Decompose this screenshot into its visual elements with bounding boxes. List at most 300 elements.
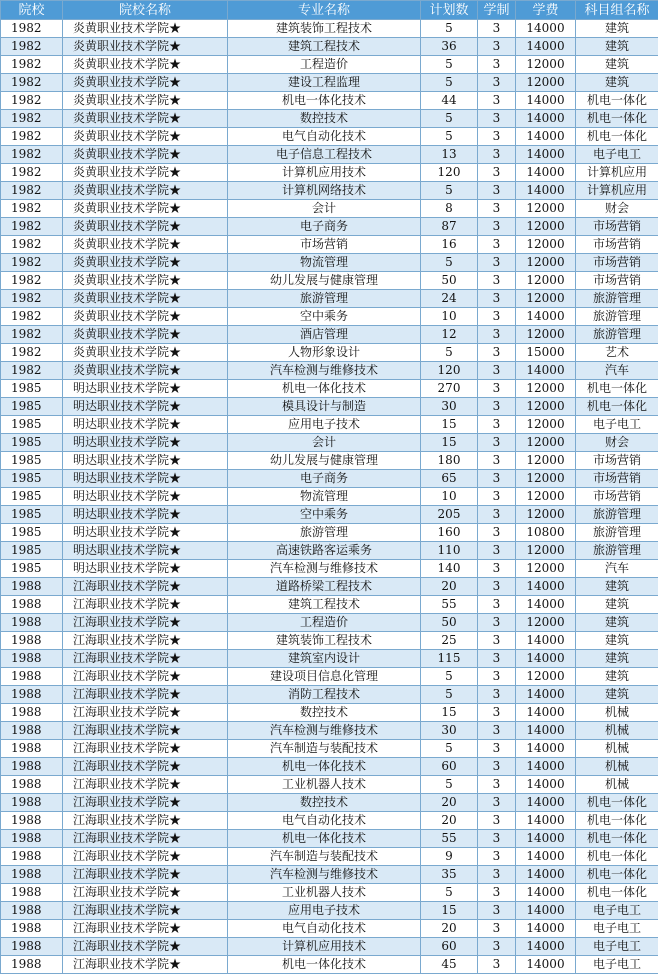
table-row <box>1 38 658 56</box>
cell-school-code: 1988 <box>1 812 63 830</box>
cell-tuition: 14000 <box>516 740 576 758</box>
cell-subject-group: 旅游管理 <box>576 290 658 308</box>
cell-school-code: 1988 <box>1 650 63 668</box>
cell-plan-count: 5 <box>421 20 478 38</box>
cell-major-name: 市场营销 <box>228 236 421 254</box>
cell-major-name: 建筑工程技术 <box>228 38 421 56</box>
table-row <box>1 956 658 974</box>
cell-school-name: 明达职业技术学院★ <box>63 380 228 398</box>
cell-school-name: 炎黄职业技术学院★ <box>63 110 228 128</box>
cell-tuition: 14000 <box>516 650 576 668</box>
cell-tuition: 14000 <box>516 794 576 812</box>
table-row <box>1 362 658 380</box>
cell-major-name: 电气自动化技术 <box>228 920 421 938</box>
cell-major-name: 应用电子技术 <box>228 416 421 434</box>
cell-school-code: 1988 <box>1 578 63 596</box>
cell-major-name: 工业机器人技术 <box>228 776 421 794</box>
cell-tuition: 12000 <box>516 434 576 452</box>
cell-tuition: 14000 <box>516 776 576 794</box>
cell-duration: 3 <box>478 434 516 452</box>
table-row <box>1 848 658 866</box>
cell-tuition: 12000 <box>516 218 576 236</box>
cell-duration: 3 <box>478 722 516 740</box>
table-row <box>1 560 658 578</box>
cell-subject-group: 电子电工 <box>576 938 658 956</box>
header-subject-group: 科目组名称 <box>576 1 658 20</box>
cell-duration: 3 <box>478 866 516 884</box>
cell-duration: 3 <box>478 308 516 326</box>
cell-school-name: 炎黄职业技术学院★ <box>63 146 228 164</box>
cell-subject-group: 建筑 <box>576 632 658 650</box>
cell-school-code: 1982 <box>1 38 63 56</box>
cell-subject-group: 旅游管理 <box>576 542 658 560</box>
cell-plan-count: 5 <box>421 740 478 758</box>
cell-subject-group: 建筑 <box>576 650 658 668</box>
cell-plan-count: 5 <box>421 884 478 902</box>
cell-school-code: 1988 <box>1 596 63 614</box>
cell-major-name: 会计 <box>228 200 421 218</box>
cell-tuition: 14000 <box>516 920 576 938</box>
cell-subject-group: 机电一体化 <box>576 866 658 884</box>
cell-subject-group: 机电一体化 <box>576 830 658 848</box>
cell-school-name: 炎黄职业技术学院★ <box>63 344 228 362</box>
cell-plan-count: 35 <box>421 866 478 884</box>
cell-major-name: 数控技术 <box>228 704 421 722</box>
table-row <box>1 218 658 236</box>
cell-school-name: 江海职业技术学院★ <box>63 578 228 596</box>
cell-school-code: 1982 <box>1 344 63 362</box>
cell-school-code: 1982 <box>1 218 63 236</box>
cell-duration: 3 <box>478 632 516 650</box>
cell-plan-count: 15 <box>421 902 478 920</box>
cell-school-name: 江海职业技术学院★ <box>63 740 228 758</box>
cell-school-name: 明达职业技术学院★ <box>63 506 228 524</box>
cell-subject-group: 机械 <box>576 722 658 740</box>
cell-subject-group: 建筑 <box>576 20 658 38</box>
cell-major-name: 空中乘务 <box>228 506 421 524</box>
cell-subject-group: 建筑 <box>576 686 658 704</box>
cell-tuition: 12000 <box>516 542 576 560</box>
cell-plan-count: 5 <box>421 182 478 200</box>
table-row <box>1 722 658 740</box>
cell-tuition: 14000 <box>516 938 576 956</box>
cell-plan-count: 15 <box>421 416 478 434</box>
cell-plan-count: 12 <box>421 326 478 344</box>
cell-major-name: 建设项目信息化管理 <box>228 668 421 686</box>
cell-duration: 3 <box>478 110 516 128</box>
cell-plan-count: 16 <box>421 236 478 254</box>
cell-major-name: 建设工程监理 <box>228 74 421 92</box>
cell-subject-group: 电子电工 <box>576 956 658 974</box>
cell-school-name: 明达职业技术学院★ <box>63 452 228 470</box>
cell-duration: 3 <box>478 668 516 686</box>
cell-duration: 3 <box>478 578 516 596</box>
cell-major-name: 幼儿发展与健康管理 <box>228 272 421 290</box>
cell-school-name: 炎黄职业技术学院★ <box>63 254 228 272</box>
cell-plan-count: 87 <box>421 218 478 236</box>
table-row <box>1 182 658 200</box>
cell-tuition: 14000 <box>516 884 576 902</box>
cell-school-code: 1982 <box>1 182 63 200</box>
cell-school-code: 1982 <box>1 200 63 218</box>
table-row <box>1 938 658 956</box>
cell-duration: 3 <box>478 416 516 434</box>
cell-major-name: 汽车制造与装配技术 <box>228 848 421 866</box>
cell-school-name: 炎黄职业技术学院★ <box>63 236 228 254</box>
cell-major-name: 应用电子技术 <box>228 902 421 920</box>
cell-subject-group: 机械 <box>576 740 658 758</box>
cell-duration: 3 <box>478 146 516 164</box>
cell-major-name: 物流管理 <box>228 488 421 506</box>
cell-major-name: 道路桥梁工程技术 <box>228 578 421 596</box>
cell-school-code: 1982 <box>1 74 63 92</box>
cell-subject-group: 旅游管理 <box>576 524 658 542</box>
cell-plan-count: 36 <box>421 38 478 56</box>
cell-subject-group: 建筑 <box>576 56 658 74</box>
table-row <box>1 254 658 272</box>
cell-school-code: 1988 <box>1 938 63 956</box>
cell-subject-group: 机电一体化 <box>576 848 658 866</box>
cell-subject-group: 市场营销 <box>576 488 658 506</box>
table-row <box>1 668 658 686</box>
cell-plan-count: 270 <box>421 380 478 398</box>
cell-plan-count: 140 <box>421 560 478 578</box>
cell-major-name: 旅游管理 <box>228 290 421 308</box>
table-row <box>1 236 658 254</box>
table-row <box>1 776 658 794</box>
table-row <box>1 398 658 416</box>
cell-tuition: 12000 <box>516 236 576 254</box>
cell-plan-count: 20 <box>421 794 478 812</box>
cell-major-name: 空中乘务 <box>228 308 421 326</box>
header-row <box>1 1 658 20</box>
cell-school-name: 明达职业技术学院★ <box>63 488 228 506</box>
cell-tuition: 14000 <box>516 146 576 164</box>
cell-duration: 3 <box>478 614 516 632</box>
table-row <box>1 578 658 596</box>
cell-subject-group: 市场营销 <box>576 272 658 290</box>
cell-school-name: 江海职业技术学院★ <box>63 722 228 740</box>
cell-subject-group: 建筑 <box>576 596 658 614</box>
cell-duration: 3 <box>478 650 516 668</box>
cell-subject-group: 旅游管理 <box>576 506 658 524</box>
cell-school-code: 1982 <box>1 308 63 326</box>
cell-tuition: 14000 <box>516 956 576 974</box>
table-row <box>1 200 658 218</box>
cell-major-name: 电气自动化技术 <box>228 812 421 830</box>
cell-school-name: 炎黄职业技术学院★ <box>63 128 228 146</box>
table-body <box>1 20 658 974</box>
cell-major-name: 建筑装饰工程技术 <box>228 20 421 38</box>
cell-school-code: 1988 <box>1 722 63 740</box>
cell-subject-group: 市场营销 <box>576 236 658 254</box>
cell-plan-count: 180 <box>421 452 478 470</box>
cell-major-name: 机电一体化技术 <box>228 830 421 848</box>
cell-duration: 3 <box>478 848 516 866</box>
cell-school-code: 1988 <box>1 830 63 848</box>
cell-major-name: 机电一体化技术 <box>228 758 421 776</box>
cell-school-code: 1985 <box>1 452 63 470</box>
cell-subject-group: 机电一体化 <box>576 128 658 146</box>
cell-major-name: 幼儿发展与健康管理 <box>228 452 421 470</box>
cell-school-name: 江海职业技术学院★ <box>63 704 228 722</box>
header-tuition: 学费 <box>516 1 576 20</box>
cell-duration: 3 <box>478 470 516 488</box>
cell-school-name: 炎黄职业技术学院★ <box>63 218 228 236</box>
cell-tuition: 14000 <box>516 848 576 866</box>
cell-school-name: 明达职业技术学院★ <box>63 560 228 578</box>
cell-duration: 3 <box>478 56 516 74</box>
cell-major-name: 会计 <box>228 434 421 452</box>
cell-major-name: 工程造价 <box>228 56 421 74</box>
cell-subject-group: 电子电工 <box>576 146 658 164</box>
cell-plan-count: 5 <box>421 686 478 704</box>
cell-duration: 3 <box>478 38 516 56</box>
cell-plan-count: 5 <box>421 110 478 128</box>
cell-plan-count: 5 <box>421 254 478 272</box>
cell-tuition: 12000 <box>516 668 576 686</box>
cell-duration: 3 <box>478 254 516 272</box>
cell-subject-group: 市场营销 <box>576 254 658 272</box>
cell-school-name: 炎黄职业技术学院★ <box>63 182 228 200</box>
cell-school-name: 江海职业技术学院★ <box>63 614 228 632</box>
cell-plan-count: 45 <box>421 956 478 974</box>
cell-plan-count: 5 <box>421 344 478 362</box>
cell-major-name: 汽车检测与维修技术 <box>228 722 421 740</box>
table-row <box>1 20 658 38</box>
cell-duration: 3 <box>478 830 516 848</box>
cell-school-code: 1988 <box>1 614 63 632</box>
cell-school-name: 江海职业技术学院★ <box>63 884 228 902</box>
cell-duration: 3 <box>478 740 516 758</box>
cell-major-name: 汽车检测与维修技术 <box>228 866 421 884</box>
cell-tuition: 14000 <box>516 596 576 614</box>
table-row <box>1 308 658 326</box>
cell-tuition: 14000 <box>516 92 576 110</box>
cell-school-name: 炎黄职业技术学院★ <box>63 308 228 326</box>
table-row <box>1 380 658 398</box>
table-row <box>1 650 658 668</box>
cell-duration: 3 <box>478 200 516 218</box>
cell-duration: 3 <box>478 398 516 416</box>
cell-tuition: 14000 <box>516 578 576 596</box>
cell-subject-group: 电子电工 <box>576 920 658 938</box>
cell-plan-count: 120 <box>421 164 478 182</box>
cell-subject-group: 计算机应用 <box>576 164 658 182</box>
cell-tuition: 14000 <box>516 38 576 56</box>
cell-duration: 3 <box>478 488 516 506</box>
cell-major-name: 汽车检测与维修技术 <box>228 560 421 578</box>
cell-subject-group: 电子电工 <box>576 416 658 434</box>
cell-subject-group: 旅游管理 <box>576 326 658 344</box>
cell-duration: 3 <box>478 452 516 470</box>
cell-plan-count: 8 <box>421 200 478 218</box>
cell-duration: 3 <box>478 290 516 308</box>
cell-school-code: 1982 <box>1 20 63 38</box>
cell-plan-count: 44 <box>421 92 478 110</box>
cell-school-name: 江海职业技术学院★ <box>63 848 228 866</box>
cell-school-name: 炎黄职业技术学院★ <box>63 38 228 56</box>
cell-school-code: 1982 <box>1 326 63 344</box>
cell-plan-count: 160 <box>421 524 478 542</box>
cell-duration: 3 <box>478 794 516 812</box>
cell-major-name: 数控技术 <box>228 110 421 128</box>
cell-school-code: 1982 <box>1 272 63 290</box>
cell-major-name: 计算机应用技术 <box>228 164 421 182</box>
cell-school-name: 江海职业技术学院★ <box>63 776 228 794</box>
cell-major-name: 机电一体化技术 <box>228 956 421 974</box>
cell-tuition: 12000 <box>516 56 576 74</box>
cell-duration: 3 <box>478 74 516 92</box>
table-row <box>1 506 658 524</box>
cell-tuition: 12000 <box>516 614 576 632</box>
cell-school-name: 明达职业技术学院★ <box>63 434 228 452</box>
cell-subject-group: 财会 <box>576 200 658 218</box>
cell-plan-count: 20 <box>421 812 478 830</box>
cell-school-code: 1988 <box>1 794 63 812</box>
table-row <box>1 596 658 614</box>
cell-plan-count: 50 <box>421 272 478 290</box>
cell-plan-count: 15 <box>421 434 478 452</box>
cell-school-name: 江海职业技术学院★ <box>63 830 228 848</box>
cell-school-code: 1985 <box>1 434 63 452</box>
cell-tuition: 14000 <box>516 686 576 704</box>
cell-duration: 3 <box>478 920 516 938</box>
cell-plan-count: 60 <box>421 938 478 956</box>
table-row <box>1 866 658 884</box>
table-row <box>1 920 658 938</box>
cell-plan-count: 20 <box>421 578 478 596</box>
cell-duration: 3 <box>478 218 516 236</box>
cell-plan-count: 30 <box>421 398 478 416</box>
cell-subject-group: 建筑 <box>576 668 658 686</box>
cell-subject-group: 机电一体化 <box>576 884 658 902</box>
cell-school-code: 1988 <box>1 920 63 938</box>
cell-tuition: 14000 <box>516 164 576 182</box>
cell-school-code: 1982 <box>1 92 63 110</box>
cell-school-code: 1982 <box>1 290 63 308</box>
cell-subject-group: 艺术 <box>576 344 658 362</box>
cell-school-name: 江海职业技术学院★ <box>63 794 228 812</box>
cell-plan-count: 13 <box>421 146 478 164</box>
cell-school-code: 1982 <box>1 164 63 182</box>
table-row <box>1 758 658 776</box>
cell-school-name: 江海职业技术学院★ <box>63 812 228 830</box>
cell-school-code: 1985 <box>1 380 63 398</box>
cell-major-name: 消防工程技术 <box>228 686 421 704</box>
cell-plan-count: 65 <box>421 470 478 488</box>
cell-subject-group: 建筑 <box>576 578 658 596</box>
table-row <box>1 686 658 704</box>
cell-duration: 3 <box>478 560 516 578</box>
cell-major-name: 电子商务 <box>228 218 421 236</box>
table-row <box>1 74 658 92</box>
cell-school-code: 1982 <box>1 254 63 272</box>
cell-school-code: 1982 <box>1 128 63 146</box>
table-row <box>1 830 658 848</box>
cell-tuition: 12000 <box>516 380 576 398</box>
table-row <box>1 740 658 758</box>
cell-school-name: 炎黄职业技术学院★ <box>63 92 228 110</box>
cell-plan-count: 24 <box>421 290 478 308</box>
cell-duration: 3 <box>478 164 516 182</box>
cell-school-name: 炎黄职业技术学院★ <box>63 326 228 344</box>
cell-school-name: 炎黄职业技术学院★ <box>63 362 228 380</box>
header-major-name: 专业名称 <box>228 1 421 20</box>
cell-school-code: 1988 <box>1 740 63 758</box>
cell-subject-group: 机械 <box>576 758 658 776</box>
cell-plan-count: 10 <box>421 308 478 326</box>
table-row <box>1 92 658 110</box>
cell-subject-group: 电子电工 <box>576 902 658 920</box>
cell-major-name: 建筑装饰工程技术 <box>228 632 421 650</box>
table-row <box>1 452 658 470</box>
cell-school-code: 1988 <box>1 758 63 776</box>
cell-plan-count: 120 <box>421 362 478 380</box>
table-row <box>1 632 658 650</box>
cell-tuition: 12000 <box>516 470 576 488</box>
cell-major-name: 工程造价 <box>228 614 421 632</box>
cell-school-code: 1985 <box>1 488 63 506</box>
cell-school-code: 1988 <box>1 956 63 974</box>
cell-tuition: 12000 <box>516 290 576 308</box>
cell-tuition: 14000 <box>516 128 576 146</box>
cell-duration: 3 <box>478 362 516 380</box>
cell-plan-count: 50 <box>421 614 478 632</box>
cell-school-code: 1985 <box>1 506 63 524</box>
cell-plan-count: 20 <box>421 920 478 938</box>
cell-duration: 3 <box>478 182 516 200</box>
cell-tuition: 10800 <box>516 524 576 542</box>
cell-major-name: 计算机应用技术 <box>228 938 421 956</box>
cell-school-code: 1985 <box>1 398 63 416</box>
cell-subject-group: 机电一体化 <box>576 398 658 416</box>
cell-school-name: 炎黄职业技术学院★ <box>63 272 228 290</box>
cell-duration: 3 <box>478 596 516 614</box>
cell-subject-group: 财会 <box>576 434 658 452</box>
cell-duration: 3 <box>478 326 516 344</box>
cell-school-code: 1982 <box>1 236 63 254</box>
cell-subject-group: 机电一体化 <box>576 380 658 398</box>
cell-duration: 3 <box>478 20 516 38</box>
cell-plan-count: 5 <box>421 668 478 686</box>
cell-plan-count: 9 <box>421 848 478 866</box>
table-row <box>1 704 658 722</box>
cell-school-code: 1985 <box>1 524 63 542</box>
cell-plan-count: 60 <box>421 758 478 776</box>
cell-major-name: 人物形象设计 <box>228 344 421 362</box>
table-row <box>1 290 658 308</box>
cell-school-name: 炎黄职业技术学院★ <box>63 74 228 92</box>
cell-school-name: 明达职业技术学院★ <box>63 398 228 416</box>
cell-school-code: 1988 <box>1 632 63 650</box>
cell-major-name: 建筑工程技术 <box>228 596 421 614</box>
cell-subject-group: 机电一体化 <box>576 812 658 830</box>
cell-tuition: 12000 <box>516 506 576 524</box>
cell-major-name: 旅游管理 <box>228 524 421 542</box>
cell-school-name: 江海职业技术学院★ <box>63 902 228 920</box>
table-row <box>1 56 658 74</box>
cell-school-name: 炎黄职业技术学院★ <box>63 20 228 38</box>
cell-tuition: 12000 <box>516 416 576 434</box>
cell-duration: 3 <box>478 524 516 542</box>
cell-subject-group: 机电一体化 <box>576 92 658 110</box>
cell-major-name: 酒店管理 <box>228 326 421 344</box>
cell-plan-count: 55 <box>421 596 478 614</box>
cell-major-name: 汽车检测与维修技术 <box>228 362 421 380</box>
cell-subject-group: 建筑 <box>576 614 658 632</box>
header-school-code: 院校 <box>1 1 63 20</box>
